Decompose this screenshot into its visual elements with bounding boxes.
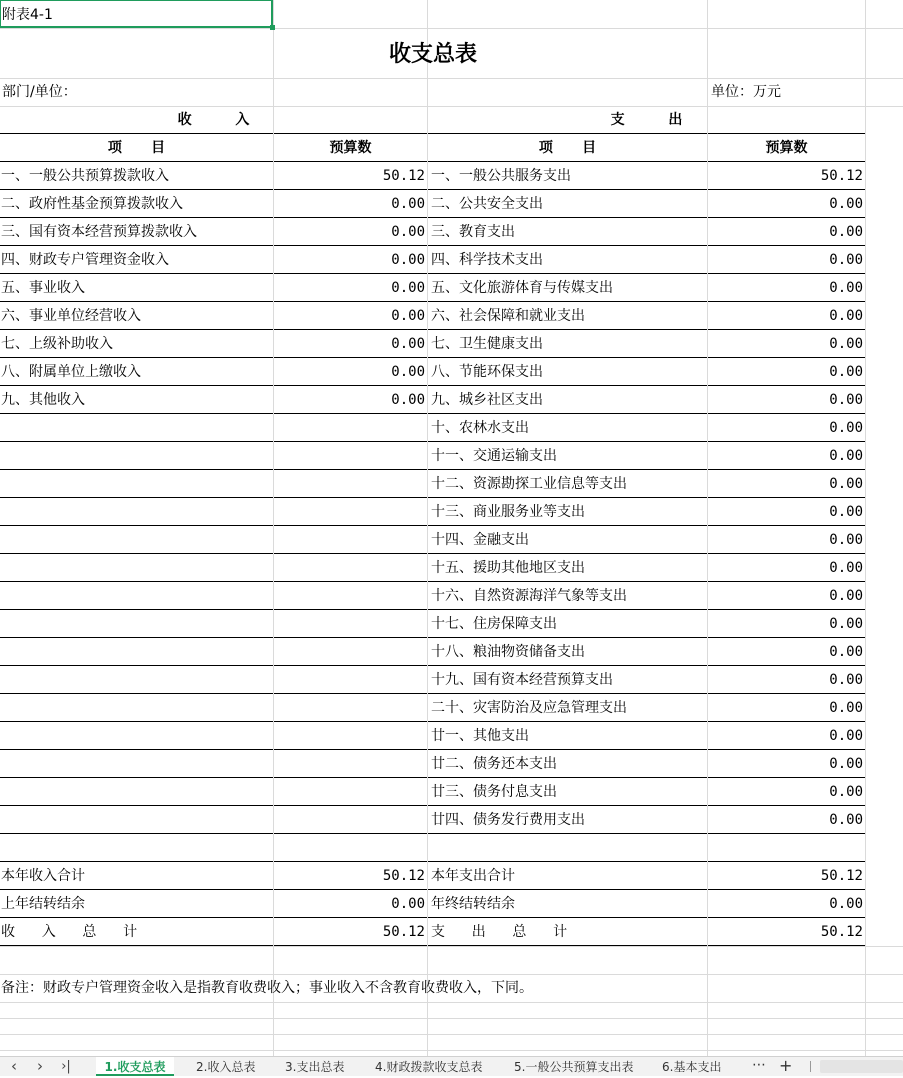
expense-row-value[interactable]: 0.00 [829, 308, 863, 324]
sheet-tab-bar [0, 1056, 903, 1076]
expense-row-value[interactable]: 0.00 [829, 392, 863, 408]
expense-row-label[interactable]: 九、城乡社区支出 [431, 392, 543, 408]
income-row-label[interactable]: 四、财政专户管理资金收入 [1, 252, 169, 268]
tab-fiscal-allocation-summary[interactable]: 4.财政拨款收支总表 [375, 1060, 483, 1074]
expense-row-label[interactable]: 二十、灾害防治及应急管理支出 [431, 700, 627, 716]
expense-row-label[interactable]: 廿三、债务付息支出 [431, 784, 557, 800]
expense-row-value[interactable]: 0.00 [829, 420, 863, 436]
income-row-label[interactable]: 一、一般公共预算拨款收入 [1, 168, 169, 184]
expense-row-value[interactable]: 0.00 [829, 616, 863, 632]
footnote[interactable]: 备注：财政专户管理资金收入是指教育收费收入；事业收入不含教育收费收入，下同。 [1, 980, 533, 996]
income-row-value[interactable]: 0.00 [391, 224, 425, 240]
page-title: 收支总表 [388, 41, 477, 67]
expense-row-value[interactable]: 0.00 [829, 560, 863, 576]
income-row-value[interactable]: 0.00 [391, 392, 425, 408]
income-header[interactable]: 收 入 [177, 112, 250, 128]
expense-row-label[interactable]: 十一、交通运输支出 [431, 448, 557, 464]
expense-row-value[interactable]: 0.00 [829, 700, 863, 716]
unit-label[interactable]: 单位：万元 [711, 84, 781, 100]
expense-row-label[interactable]: 三、教育支出 [431, 224, 515, 240]
income-row-value[interactable]: 0.00 [391, 280, 425, 296]
expense-row-label[interactable]: 八、节能环保支出 [431, 364, 543, 380]
expense-row-label[interactable]: 四、科学技术支出 [431, 252, 543, 268]
expense-row-label[interactable]: 廿一、其他支出 [431, 728, 529, 744]
expense-item-header[interactable]: 项 目 [538, 140, 597, 156]
expense-row-value[interactable]: 0.00 [829, 196, 863, 212]
income-total-year-value[interactable]: 50.12 [382, 868, 425, 884]
grid-line [865, 0, 866, 1056]
expense-row-value[interactable]: 0.00 [829, 224, 863, 240]
income-row-label[interactable]: 二、政府性基金预算拨款收入 [1, 196, 183, 212]
expense-row-value[interactable]: 0.00 [829, 336, 863, 352]
expense-row-value[interactable]: 0.00 [829, 364, 863, 380]
appendix-label[interactable]: 附表4-1 [2, 7, 53, 23]
tab-general-budget-expense[interactable]: 5.一般公共预算支出表 [514, 1060, 634, 1074]
dept-label[interactable]: 部门/单位： [2, 84, 77, 100]
expense-row-value[interactable]: 0.00 [829, 672, 863, 688]
expense-total-year-value[interactable]: 50.12 [820, 868, 863, 884]
tab-nav-last-icon[interactable]: ›| [61, 1059, 71, 1074]
income-row-label[interactable]: 八、附属单位上缴收入 [1, 364, 141, 380]
tab-basic-expense[interactable]: 6.基本支出 [662, 1060, 722, 1074]
income-row-label[interactable]: 六、事业单位经营收入 [1, 308, 141, 324]
tab-nav-prev-icon[interactable]: ‹ [11, 1057, 17, 1075]
expense-row-value[interactable]: 0.00 [829, 504, 863, 520]
income-total-year-label[interactable]: 本年收入合计 [1, 868, 85, 884]
expense-row-label[interactable]: 六、社会保障和就业支出 [431, 308, 585, 324]
grid-line [0, 1018, 903, 1019]
carryover-label[interactable]: 上年结转结余 [1, 896, 85, 912]
tab-nav-next-icon[interactable]: › [37, 1057, 43, 1075]
tab-expense-summary[interactable]: 3.支出总表 [285, 1060, 345, 1074]
income-row-label[interactable]: 五、事业收入 [1, 280, 85, 296]
expense-row-label[interactable]: 十六、自然资源海洋气象等支出 [431, 588, 627, 604]
income-grand-total-value[interactable]: 50.12 [382, 924, 425, 940]
grid-line [0, 1034, 903, 1035]
expense-row-label[interactable]: 十二、资源勘探工业信息等支出 [431, 476, 627, 492]
expense-row-value[interactable]: 0.00 [829, 532, 863, 548]
income-row-value[interactable]: 0.00 [391, 364, 425, 380]
selected-cell-highlight [0, 0, 273, 28]
income-row-value[interactable]: 0.00 [391, 196, 425, 212]
expense-budget-header[interactable]: 预算数 [765, 140, 808, 156]
expense-grand-total-label[interactable]: 支 出 总 计 [431, 924, 568, 940]
expense-header[interactable]: 支 出 [610, 112, 683, 128]
expense-row-label[interactable]: 五、文化旅游体育与传媒支出 [431, 280, 613, 296]
expense-row-label[interactable]: 十八、粮油物资储备支出 [431, 644, 585, 660]
expense-row-value[interactable]: 0.00 [829, 448, 863, 464]
expense-row-value[interactable]: 0.00 [829, 252, 863, 268]
expense-row-value[interactable]: 0.00 [829, 588, 863, 604]
expense-row-value[interactable]: 0.00 [829, 784, 863, 800]
grid-line [0, 1050, 903, 1051]
expense-row-value[interactable]: 0.00 [829, 476, 863, 492]
expense-grand-total-value[interactable]: 50.12 [820, 924, 863, 940]
expense-row-label[interactable]: 二、公共安全支出 [431, 196, 543, 212]
expense-row-value[interactable]: 0.00 [829, 756, 863, 772]
income-row-label[interactable]: 九、其他收入 [1, 392, 85, 408]
income-grand-total-label[interactable]: 收 入 总 计 [1, 924, 138, 940]
expense-row-label[interactable]: 十九、国有资本经营预算支出 [431, 672, 613, 688]
more-tabs-icon[interactable]: ⋯ [752, 1057, 766, 1073]
tab-income-expense-summary[interactable]: 1.收支总表 [96, 1057, 174, 1076]
income-row-value[interactable]: 0.00 [391, 336, 425, 352]
expense-row-label[interactable]: 十五、援助其他地区支出 [431, 560, 585, 576]
add-sheet-icon[interactable]: + [779, 1056, 793, 1075]
expense-row-value[interactable]: 50.12 [820, 168, 863, 184]
income-budget-header[interactable]: 预算数 [329, 140, 372, 156]
expense-total-year-label[interactable]: 本年支出合计 [431, 868, 515, 884]
income-row-value[interactable]: 50.12 [382, 168, 425, 184]
expense-row-label[interactable]: 十七、住房保障支出 [431, 616, 557, 632]
expense-row-value[interactable]: 0.00 [829, 812, 863, 828]
grid-line [0, 1002, 903, 1003]
year-end-carryover-label[interactable]: 年终结转结余 [431, 896, 515, 912]
expense-row-label[interactable]: 廿二、债务还本支出 [431, 756, 557, 772]
expense-row-label[interactable]: 七、卫生健康支出 [431, 336, 543, 352]
grid-line [0, 28, 903, 29]
expense-row-label[interactable]: 十三、商业服务业等支出 [431, 504, 585, 520]
year-end-carryover-value[interactable]: 0.00 [829, 896, 863, 912]
carryover-value[interactable]: 0.00 [391, 896, 425, 912]
grid-line [0, 946, 903, 947]
expense-row-label[interactable]: 一、一般公共服务支出 [431, 168, 571, 184]
expense-row-value[interactable]: 0.00 [829, 728, 863, 744]
horizontal-scrollbar[interactable] [820, 1060, 903, 1073]
income-row-label[interactable]: 三、国有资本经营预算拨款收入 [1, 224, 197, 240]
expense-row-label[interactable]: 十、农林水支出 [431, 420, 529, 436]
expense-row-value[interactable]: 0.00 [829, 280, 863, 296]
tab-income-summary[interactable]: 2.收入总表 [196, 1060, 256, 1074]
income-row-value[interactable]: 0.00 [391, 308, 425, 324]
tab-scroll-divider [810, 1061, 811, 1072]
income-row-label[interactable]: 七、上级补助收入 [1, 336, 113, 352]
expense-row-value[interactable]: 0.00 [829, 644, 863, 660]
income-row-value[interactable]: 0.00 [391, 252, 425, 268]
income-item-header[interactable]: 项 目 [107, 140, 166, 156]
expense-row-label[interactable]: 十四、金融支出 [431, 532, 529, 548]
expense-row-label[interactable]: 廿四、债务发行费用支出 [431, 812, 585, 828]
